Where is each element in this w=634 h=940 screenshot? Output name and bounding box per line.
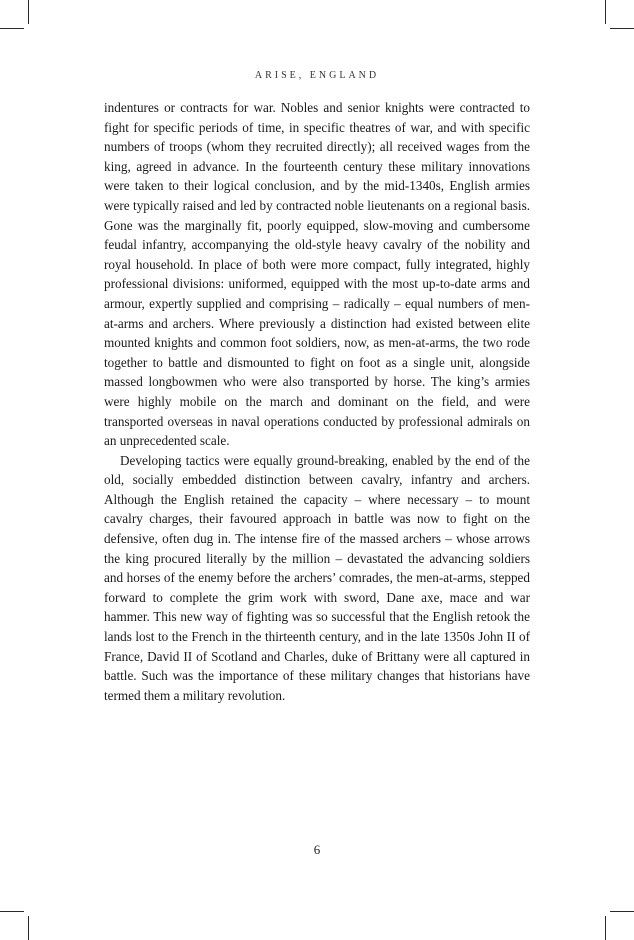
page-number: 6 [313, 842, 321, 857]
paragraph: indentures or contracts for war. Nobles and senior knights were contracted to fight for specific periods of time, in specific theatres of war, and with specific numbers of troops (whom they recruited directly); all received wages from the king, agreed in advance. In the fourteenth century these military innovations were taken to their logical conclusion, and by the mid-1340s, English armies were typically raised and led by contracted noble lieutenants on a regional basis. Gone was the marginally fit, poorly equipped, slow-moving and cumbersome feudal infantry, accompanying the old-style heavy cavalry of the nobility and royal household. In place of both were more compact, fully integrated, highly professional divisions: uniformed, equipped with the most up-to-date arms and armour, expertly supplied and comprising – radically – equal numbers of men-at-arms and archers. Where previously a distinction had existed between elite mounted knights and common foot soldiers, now, as men-at-arms, the two rode together to battle and dismounted to fight on foot as a single unit, alongside massed longbowmen who were also transported by horse. The king’s armies were highly mobile on the march and dominant on the field, and were transported overseas in naval operations conducted by professional admirals on an unprecedented scale. [104, 100, 530, 449]
crop-mark-bottom-left-vertical [28, 916, 29, 940]
crop-mark-top-right-vertical [605, 0, 606, 24]
paragraph: Developing tactics were equally ground-breaking, enabled by the end of the old, socially embedded distinction between cavalry, infantry and archers. Although the English retained the capacity – where necessary – to mount cavalry charges, their favoured approach in battle was now to fight on the defensive, often dug in. The intense fire of the massed archers – whose arrows the king procured literally by the million – devastated the advancing soldiers and horses of the enemy before the archers’ comrades, the men-at-arms, stepped forward to complete the grim work with sword, Dane axe, mace and war hammer. This new way of fighting was so successful that the English retook the lands lost to the French in the thirteenth century, and in the late 1350s John II of France, David II of Scotland and Charles, duke of Brittany were all captured in battle. Such was the importance of these military changes that historians have termed them a military revolution. [104, 452, 530, 703]
crop-mark-top-right-horizontal [610, 28, 634, 29]
crop-mark-bottom-right-vertical [605, 916, 606, 940]
body-text [104, 98, 530, 705]
crop-mark-top-left-horizontal [0, 28, 24, 29]
running-head: ARISE, ENGLAND [254, 70, 380, 81]
crop-mark-bottom-right-horizontal [610, 911, 634, 912]
crop-mark-top-left-vertical [28, 0, 29, 24]
crop-mark-bottom-left-horizontal [0, 911, 24, 912]
